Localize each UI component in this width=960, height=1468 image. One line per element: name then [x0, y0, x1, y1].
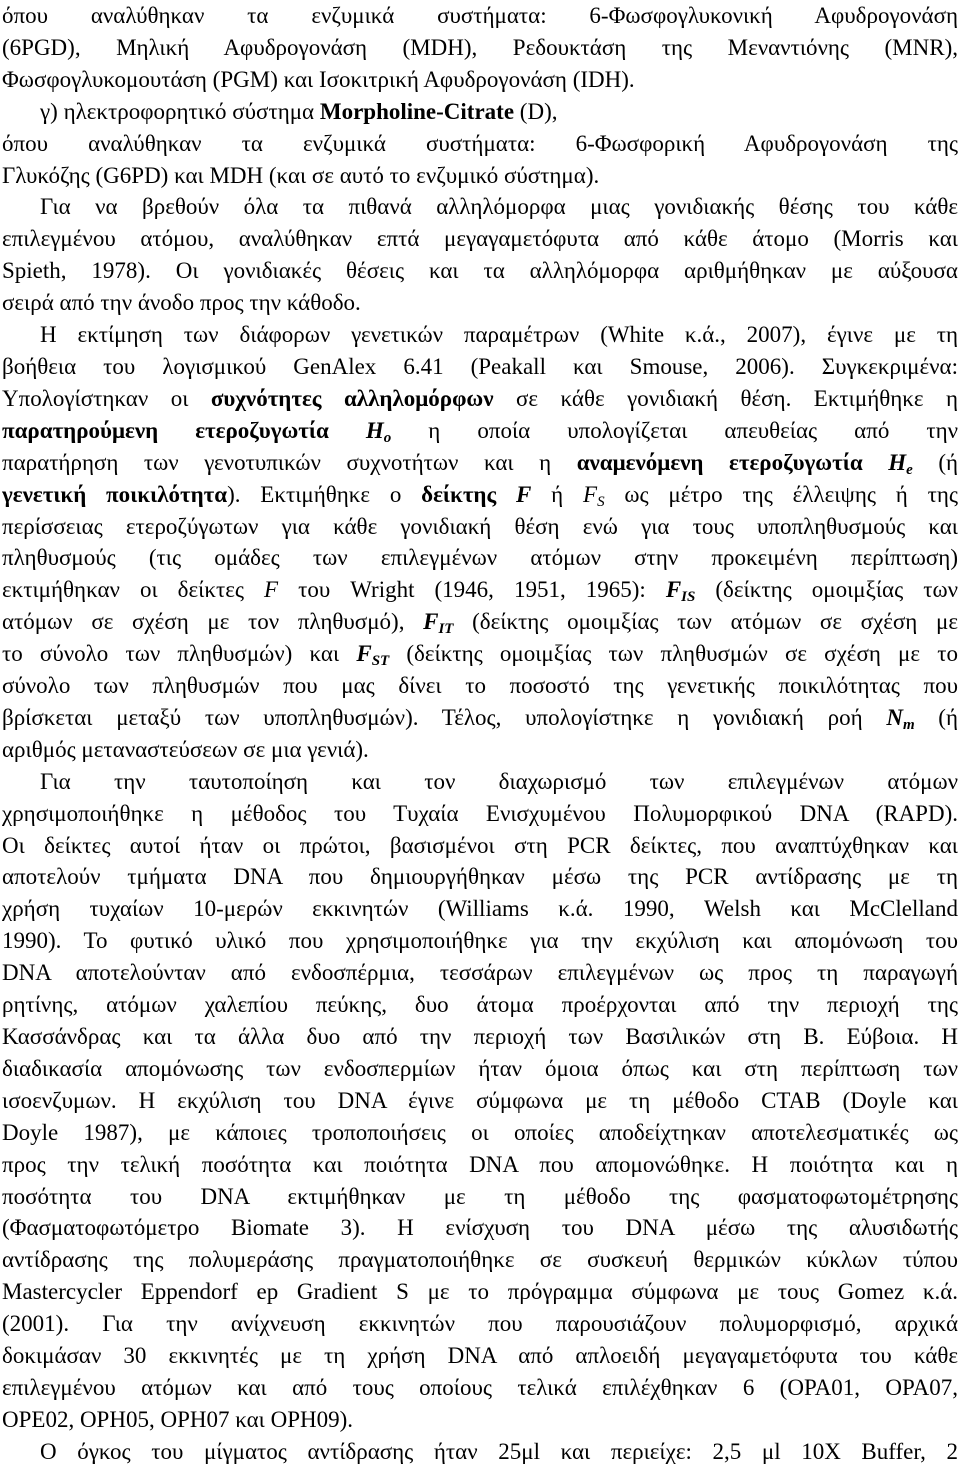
text-line: Η εκτίμηση των διάφορων γενετικών παραμέτρων (White κ.ά., 2007), έγινε με τη: [40, 322, 958, 348]
text-line: DNA αποτελούνταν από ενδοσπέρμια, τεσσάρων επιλεγμένων ως προς τη παραγωγή: [2, 960, 958, 986]
text-line: ισοενζυμων. Η εκχύλιση του DNA έγινε σύμφωνα με τη μέθοδο CTAB (Doyle και: [2, 1087, 958, 1113]
subscript: m: [902, 716, 915, 733]
subscript: o: [383, 429, 392, 446]
text-line: όπου αναλύθηκαν τα ενζυμικά συστήματα: 6-Φωσφορική Αφυδρογονάση της: [2, 130, 958, 156]
text-line: γενετική ποικιλότητα). Εκτιμήθηκε ο δείκτης F ή $F_S$ ως μέτρο της έλλειψης ή της: [2, 481, 958, 510]
text-line: ατόμων σε σχέση με τον πληθυσμό), $F_{IT}$ (δείκτης ομοιμξίας των ατόμων σε σχέση με: [2, 609, 958, 638]
text-line: πληθυσμούς (τις ομάδες των επιλεγμένων ατόμων στην προκειμένη περίπτωση): [2, 545, 958, 571]
text-line: Mastercycler Eppendorf ep Gradient S με το πρόγραμμα σύμφωνα με τους Gomez κ.ά.: [2, 1279, 958, 1305]
text-line: βοήθεια του λογισμικού GenAlex 6.41 (Peakall και Smouse, 2006). Συγκεκριμένα:: [2, 353, 958, 379]
text-line: Για την ταυτοποίηση και τον διαχωρισμό των επιλεγμένων ατόμων: [40, 768, 958, 794]
text-line: (Φασματοφωτόμετρο Biomate 3). Η ενίσχυση του DNA μέσω της αλυσιδωτής: [2, 1215, 958, 1241]
text-line: επιλεγμένου ατόμων και από τους οποίους τελικά επιλέχθηκαν 6 (OPA01, OPA07,: [2, 1374, 958, 1400]
symbol: N: [886, 704, 903, 730]
text-line: OPE02, OPH05, OPH07 και OPH09).: [2, 1406, 354, 1432]
text-line: δοκιμάσαν 30 εκκινητές με τη χρήση DNA από απλοειδή μεγαγαμετόφυτα του κάθε: [2, 1343, 958, 1369]
text-line: παρατήρηση των γενοτυπικών συχνοτήτων και η αναμενόμενη ετεροζυγωτία $H_e$ (ή: [2, 449, 958, 478]
text-line: ρητίνης, ατόμων χαλεπίου πεύκης, δυο άτομα προέρχονται από την περιοχή της: [2, 992, 958, 1018]
symbol: F: [356, 641, 372, 667]
text-line: σειρά από την άνοδο προς την κάθοδο.: [2, 290, 361, 316]
subscript: IS: [681, 589, 696, 606]
text-line: Φωσφογλυκομουτάση (PGM) και Ισοκιτρική Αφυδρογονάση (IDH).: [2, 66, 635, 92]
subscript: e: [906, 461, 913, 478]
text-line: όπου αναλύθηκαν τα ενζυμικά συστήματα: 6-Φωσφογλυκονική Αφυδρογονάση: [2, 3, 958, 28]
text-line: αριθμός μεταναστεύσεων σε μια γενιά).: [2, 736, 369, 762]
text-line: Υπολογίστηκαν οι συχνότητες αλληλομόρφων σε κάθε γονιδιακή θέση. Εκτιμήθηκε η: [2, 385, 958, 411]
text-line: παρατηρούμενη ετεροζυγωτία $H_o$ η οποία υπολογίζεται απευθείας από την: [2, 417, 958, 446]
text-line: Κασσάνδρας και τα άλλα δυο από την περιοχή των Βασιλικών στη Β. Εύβοια. Η: [2, 1024, 958, 1049]
symbol: H: [365, 417, 384, 443]
symbol: F: [264, 577, 279, 603]
text-line: χρησιμοποιήθηκε η μέθοδος του Τυχαία Ενισχυμένου Πολυμορφικού DNA (RAPD).: [2, 800, 958, 826]
text-line: επιλεγμένου ατόμου, αναλύθηκαν επτά μεγαγαμετόφυτα από κάθε άτομο (Morris και: [2, 226, 958, 252]
bold-term: παρατηρούμενη ετεροζυγωτία: [2, 417, 329, 443]
text-line: (6PGD), Μηλική Αφυδρογονάση (MDH), Ρεδουκτάση της Μεναντιόνης (MNR),: [2, 34, 958, 60]
text-line: Για να βρεθούν όλα τα πιθανά αλληλόμορφα μιας γονιδιακής θέσης του κάθε: [40, 194, 958, 220]
bold-term: δείκτης: [421, 481, 497, 507]
text-line: αποτελούν τμήματα DNA που δημιουργήθηκαν μέσω της PCR αντίδρασης με τη: [2, 864, 958, 890]
text-line: Spieth, 1978). Οι γονιδιακές θέσεις και τα αλληλόμορφα αριθμήθηκαν με αύξουσα: [2, 258, 958, 284]
text-line: Οι δείκτες αυτοί ήταν οι πρώτοι, βασισμένοι στη PCR δείκτες, που αναπτύχθηκαν και: [2, 832, 958, 858]
text-line: σύνολο των πληθυσμών που μας δίνει το ποσοστό της γενετικής ποικιλότητας που: [2, 673, 958, 699]
bold-term: συχνότητες αλληλομόρφων: [210, 385, 494, 411]
subscript: IT: [438, 621, 454, 638]
symbol: H: [888, 449, 907, 475]
text-line: (2001). Για την ανίχνευση εκκινητών που παρουσιάζουν πολυμορφισμό, αρχικά: [2, 1311, 958, 1337]
text-line: Doyle 1987), με κάποιες τροποποιήσεις οι οποίες αποδείχτηκαν αποτελεσματικές ως: [2, 1119, 958, 1145]
text-line: γ) ηλεκτροφορητικό σύστημα Morpholine-Citrate (D),: [40, 98, 558, 124]
text-line: Γλυκόζης (G6PD) και MDH (και σε αυτό το ενζυμικό σύστημα).: [2, 162, 600, 188]
bold-term: αναμενόμενη ετεροζυγωτία: [576, 449, 863, 475]
text-line: διαδικασία απομόνωσης των ενδοσπερμίων ήταν όμοια όπως και στη περίπτωση των: [2, 1055, 958, 1081]
text-line: περίσσειας ετεροζύγωτων για κάθε γονιδιακή θέση ενώ για τους υποπληθυσμούς και: [2, 513, 958, 539]
electrophoresis-system-name: Morpholine-Citrate: [319, 98, 515, 124]
text-line: αντίδρασης της πολυμεράσης πραγματοποιήθηκε σε συσκευή θερμικών κύκλων τύπου: [2, 1247, 958, 1273]
text-line: βρίσκεται μεταξύ των υποπληθυσμών). Τέλος, υπολογίστηκε η γονιδιακή ροή $N_m$ (ή: [2, 704, 958, 733]
text-line: εκτιμήθηκαν οι δείκτες F του Wright (1946, 1951, 1965): $F_{IS}$ (δείκτης ομοιμξίας των: [2, 577, 958, 606]
text-line: χρήση τυχαίων 10-μερών εκκινητών (Williams κ.ά. 1990, Welsh και McClelland: [2, 896, 958, 922]
subscript: ST: [371, 653, 390, 670]
text-line: προς την τελική ποσότητα και ποιότητα DNA που απομονώθηκε. Η ποιότητα και η: [2, 1151, 958, 1177]
text-line: 1990). Το φυτικό υλικό που χρησιμοποιήθηκε για την εκχύλιση και απομόνωση του: [2, 928, 958, 954]
symbol: F: [583, 481, 598, 507]
text-line: το σύνολο των πληθυσμών) και $F_{ST}$ (δείκτης ομοιμξίας των πληθυσμών σε σχέση με το: [2, 641, 958, 670]
text-line: ποσότητα του DNA εκτιμήθηκαν με τη μέθοδο της φασματοφωτομέτρησης: [2, 1183, 958, 1209]
symbol: F: [423, 609, 439, 635]
text-line: Ο όγκος του μίγματος αντίδρασης ήταν 25μl και περιείχε: 2,5 μl 10X Buffer, 2: [40, 1438, 958, 1464]
subscript: S: [597, 493, 605, 510]
symbol: F: [665, 577, 682, 603]
bold-term: γενετική ποικιλότητα: [2, 481, 228, 507]
symbol: F: [516, 481, 532, 507]
